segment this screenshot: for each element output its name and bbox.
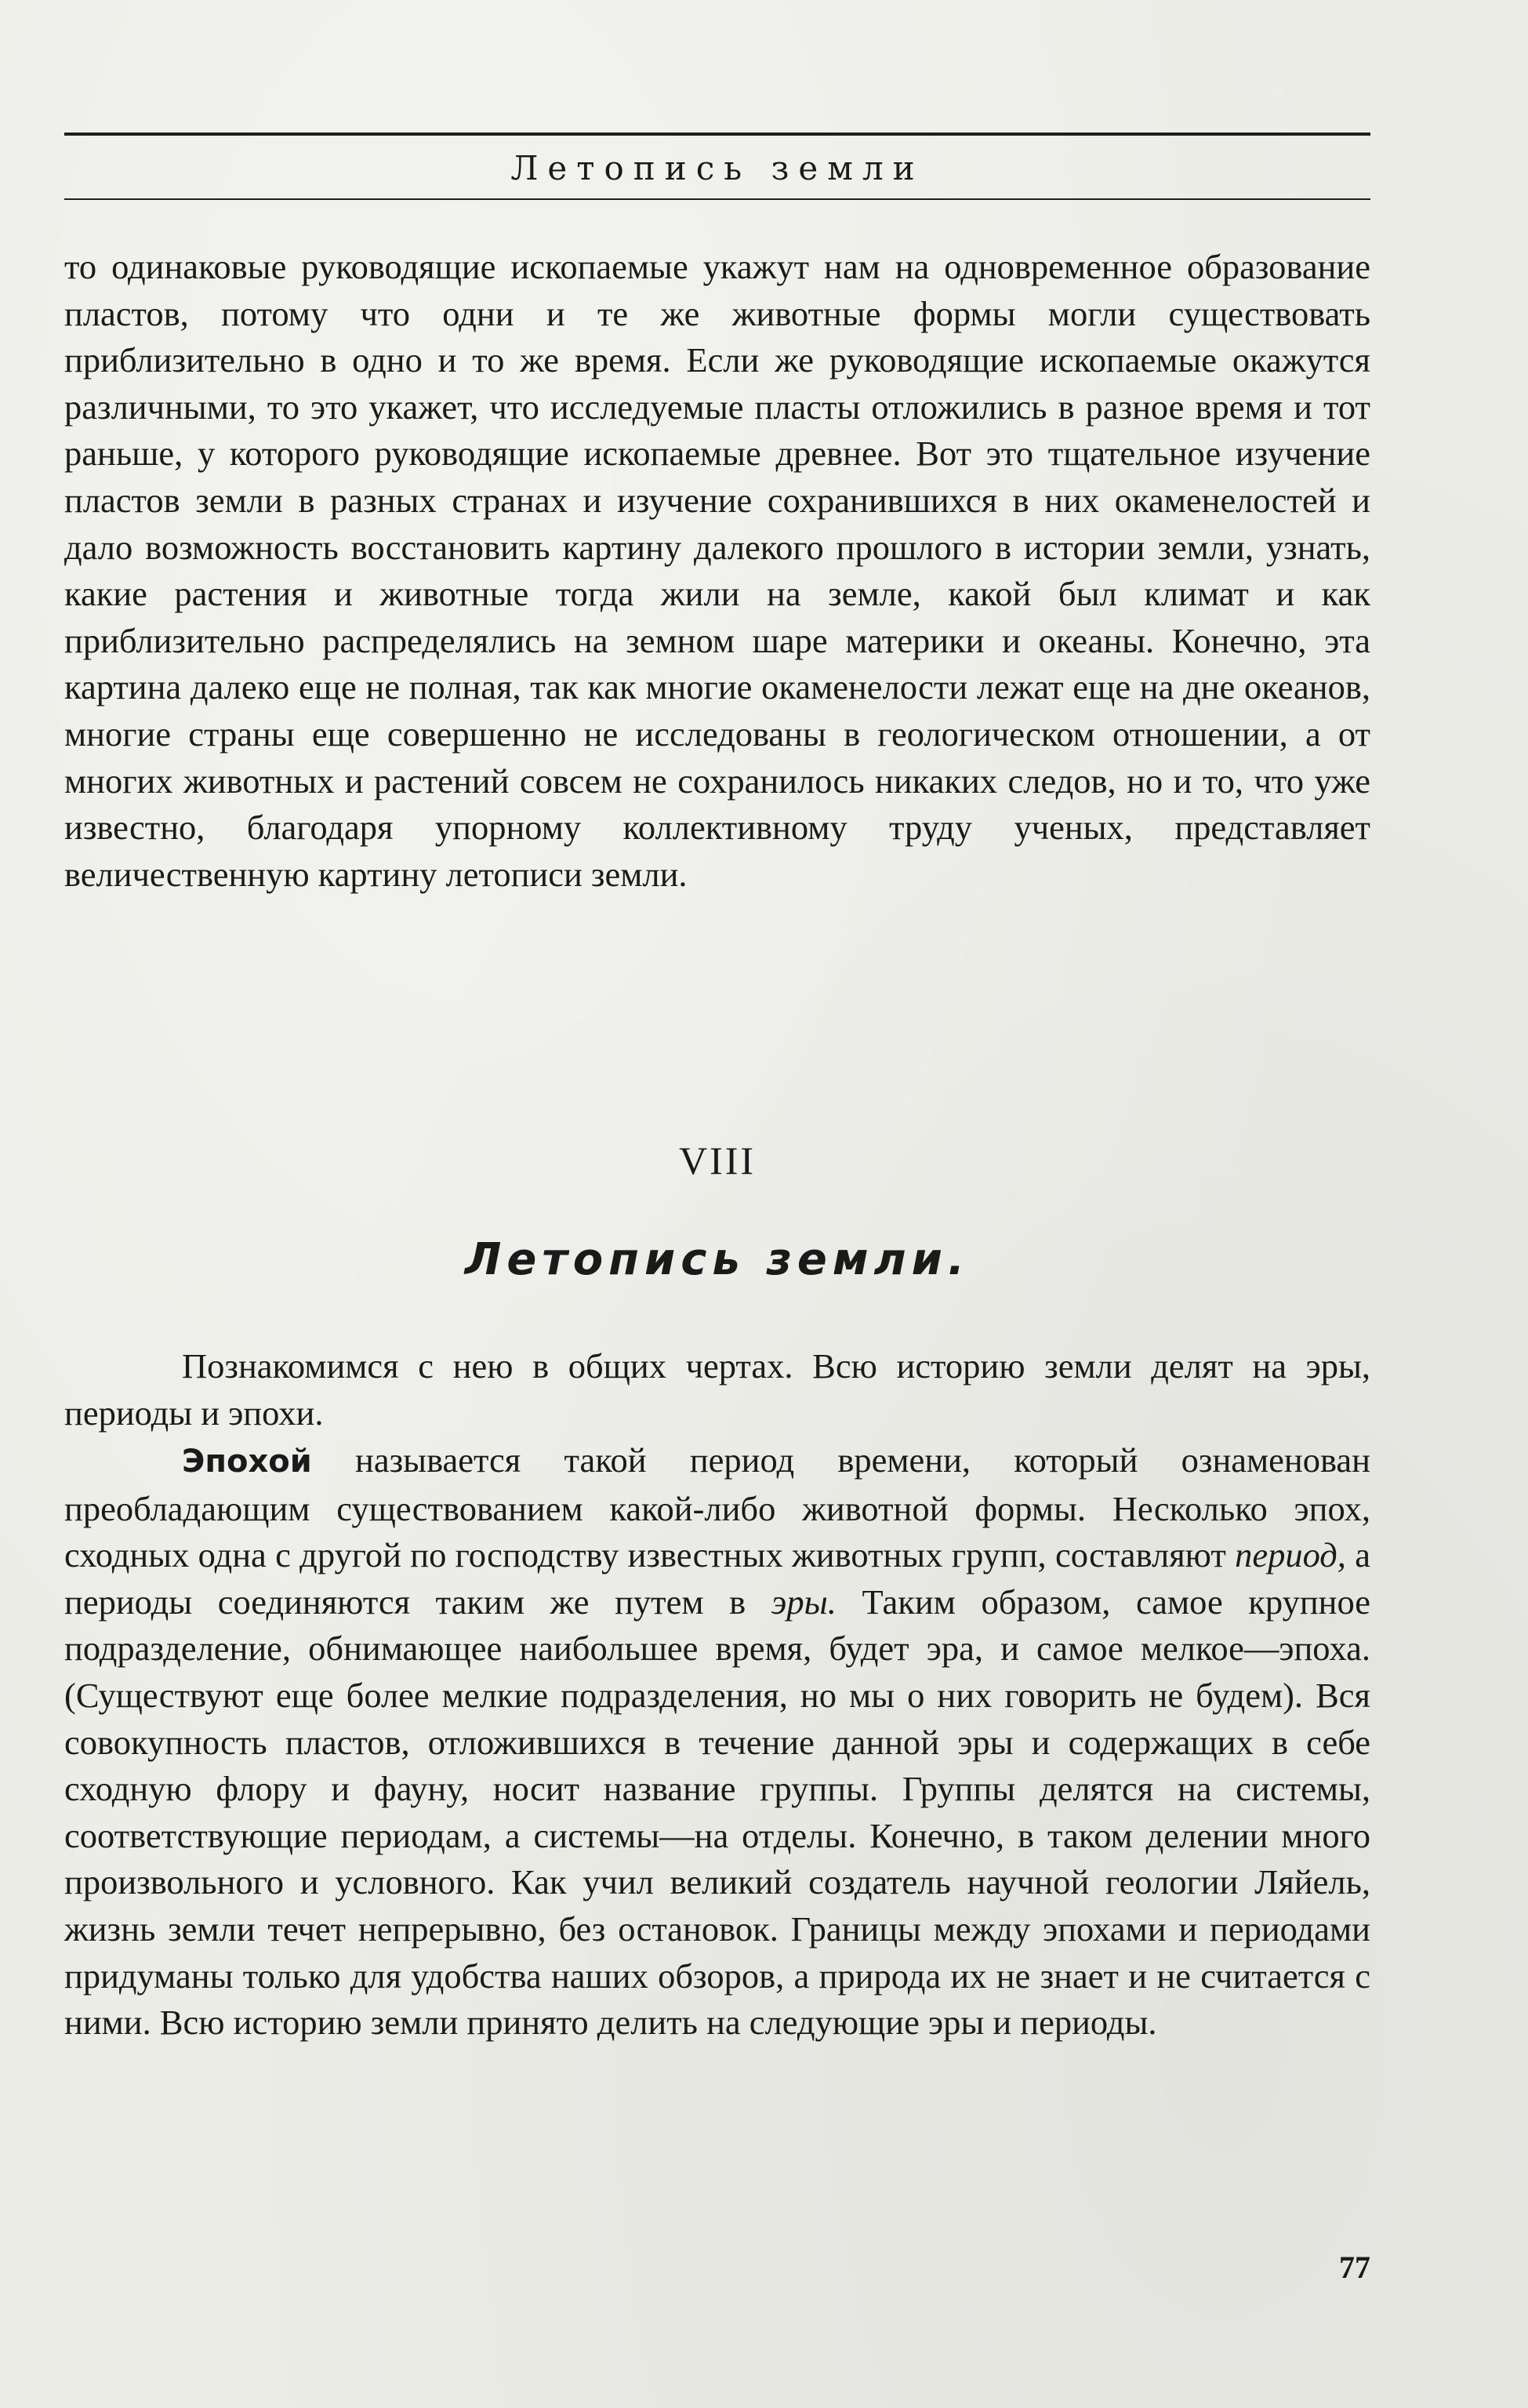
term-period: период, xyxy=(1235,1535,1346,1575)
paragraph-epochs xyxy=(64,1437,1370,2047)
header-top-rule xyxy=(64,133,1370,136)
paragraph-epochs-part1: называется такой период времени, который ознаменован преобладающим существованием какой-либо животной формы. Несколько эпох, сходных одна с другой по господству известных животных групп, составляют xyxy=(64,1440,1370,1575)
running-head: Летопись земли xyxy=(510,149,924,187)
chapter-title: Летопись земли. xyxy=(464,1234,971,1285)
paragraph-epochs-part2: а периоды соединяются таким же путем в xyxy=(64,1535,1370,1622)
header-bottom-rule xyxy=(64,198,1370,200)
term-eras: эры. xyxy=(771,1582,837,1622)
page-number: 77 xyxy=(1339,2250,1370,2285)
paragraph-intro: Познакомимся с нею в общих чертах. Всю историю земли делят на эры, периоды и эпохи. xyxy=(64,1346,1370,1433)
paragraph-epochs-part3: Таким образом, самое крупное подразделение, обнимающее наибольшее время, будет эра, и самое мелкое—эпоха. (Существуют еще более мелкие подразделения, но мы о них говорить не будем). Вся совокупность пластов, отложившихся в течение данной эры и содержащих в себе сходную флору и фауну, носит название группы. Группы делятся на системы, соответствующие периодам, а системы—на отделы. Конечно, в таком делении много произвольного и условного. Как учил великий создатель научной геологии Ляйель, жизнь земли течет непрерывно, без остановок. Границы между эпохами и периодами придуманы только для удобства наших обзоров, а природа их не знает и не считается с ними. Всю историю земли принято делить на следующие эры и периоды. xyxy=(64,1582,1370,2043)
chapter-number: VIII xyxy=(678,1139,757,1182)
paragraph-continued: то одинаковые руководящие ископаемые укажут нам на одновременное образование пластов, потому что одни и те же животные формы могли существовать приблизительно в одно и то же время. Если же руководящие ископаемые окажутся различными, то это укажет, что исследуемые пласты отложились в разное время и тот раньше, у которого руководящие ископаемые древнее. Вот это тщательное изучение пластов земли в разных странах и изучение сохранившихся в них окаменелостей и дало возможность восстановить картину далекого прошлого в истории земли, узнать, какие растения и животные тогда жили на земле, какой был климат и как приблизительно распределялись на земном шаре материки и океаны. Конечно, эта картина далеко еще не полная, так как многие окаменелости лежат еще на дне океанов, многие страны еще совершенно не исследованы в геологическом отношении, а от многих животных и растений совсем не сохранилось никаких следов, но и то, что уже известно, благодаря упорному коллективному труду ученых, представляет величественную картину летописи земли. xyxy=(64,247,1370,894)
term-epoch: Эпохой xyxy=(182,1444,312,1480)
